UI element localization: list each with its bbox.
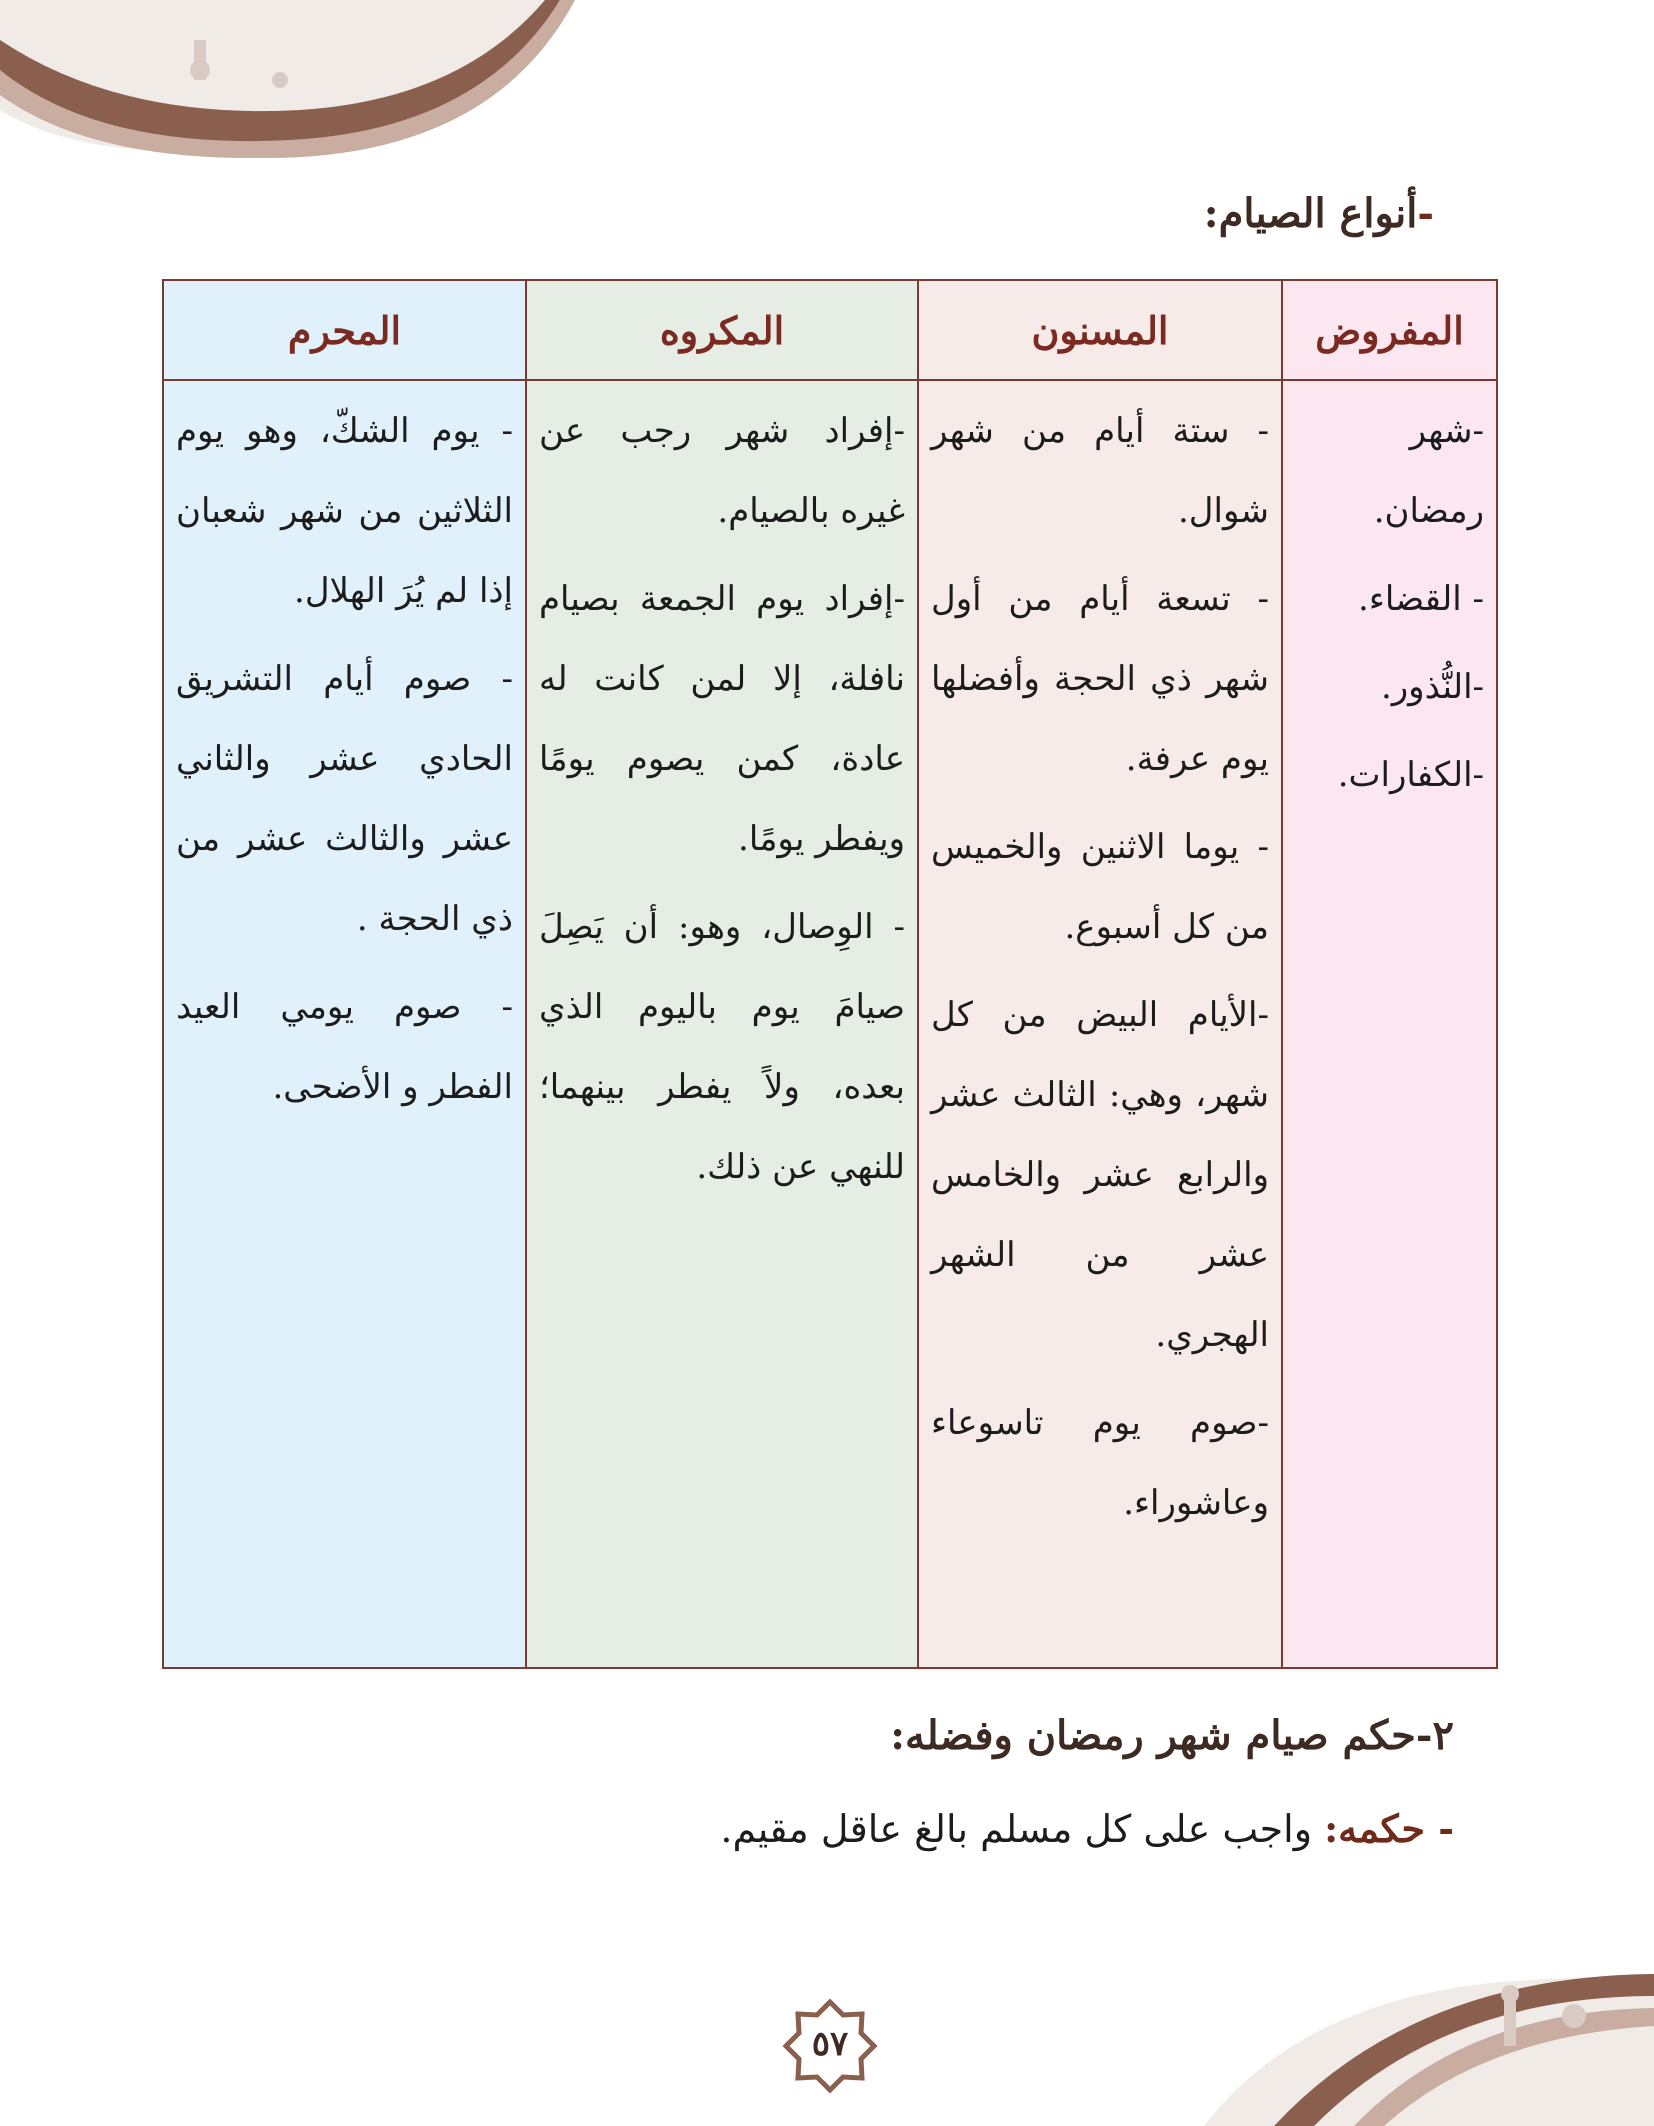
list-item: - يوم الشكّ، وهو يوم الثلاثين من شهر شعبان إذا لم يُرَ الهلال. bbox=[176, 411, 513, 611]
bottom-ornament bbox=[1184, 1956, 1654, 2126]
header-makruh: المكروه bbox=[526, 280, 918, 380]
list-item: - يوما الاثنين والخميس من كل أسبوع. bbox=[931, 827, 1269, 947]
ruling-paragraph bbox=[720, 1806, 1454, 1851]
list-item: - صوم يومي العيد الفطر و الأضحى. bbox=[176, 987, 513, 1107]
section-2-title: ٢-حكم صيام شهر رمضان وفضله: bbox=[890, 1712, 1454, 1759]
cell-fard bbox=[1282, 380, 1497, 1668]
list-item: - ستة أيام من شهر شوال. bbox=[931, 411, 1269, 531]
list-item: -إفراد شهر رجب عن غيره بالصيام. bbox=[539, 411, 905, 531]
page-number: ٥٧ bbox=[811, 2024, 849, 2064]
list-item: -النُّذور. bbox=[1380, 667, 1484, 707]
top-ornament bbox=[0, 0, 600, 160]
header-haram: المحرم bbox=[163, 280, 526, 380]
list-item: -إفراد يوم الجمعة بصيام نافلة، إلا لمن كانت له عادة، كمن يصوم يومًا ويفطر يومًا. bbox=[539, 579, 905, 859]
header-sunna: المسنون bbox=[918, 280, 1282, 380]
ruling-text: واجب على كل مسلم بالغ عاقل مقيم. bbox=[720, 1807, 1325, 1851]
list-item: - تسعة أيام من أول شهر ذي الحجة وأفضلها يوم عرفة. bbox=[931, 579, 1269, 779]
section-heading: -أنواع الصيام: bbox=[1203, 190, 1434, 237]
list-item: - صوم أيام التشريق الحادي عشر والثاني عشر والثالث عشر من ذي الحجة . bbox=[176, 659, 513, 939]
list-item: -صوم يوم تاسوعاء وعاشوراء. bbox=[931, 1403, 1269, 1523]
cell-makruh bbox=[526, 380, 918, 1668]
list-item: - القضاء. bbox=[1358, 579, 1484, 619]
list-item: -الكفارات. bbox=[1337, 755, 1484, 795]
ruling-label: - حكمه: bbox=[1324, 1806, 1454, 1851]
fasting-types-table bbox=[162, 279, 1496, 1669]
list-item: -الأيام البيض من كل شهر، وهي: الثالث عشر والرابع عشر والخامس عشر من الشهر الهجري. bbox=[931, 995, 1269, 1355]
header-fard: المفروض bbox=[1282, 280, 1497, 380]
list-item: - الوِصال، وهو: أن يَصِلَ صيامَ يوم باليوم الذي بعده، ولاً يفطر بينهما؛ للنهي عن ذلك. bbox=[539, 907, 905, 1187]
cell-sunna bbox=[918, 380, 1282, 1668]
list-item: -شهر رمضان. bbox=[1373, 411, 1484, 531]
cell-haram bbox=[163, 380, 526, 1668]
